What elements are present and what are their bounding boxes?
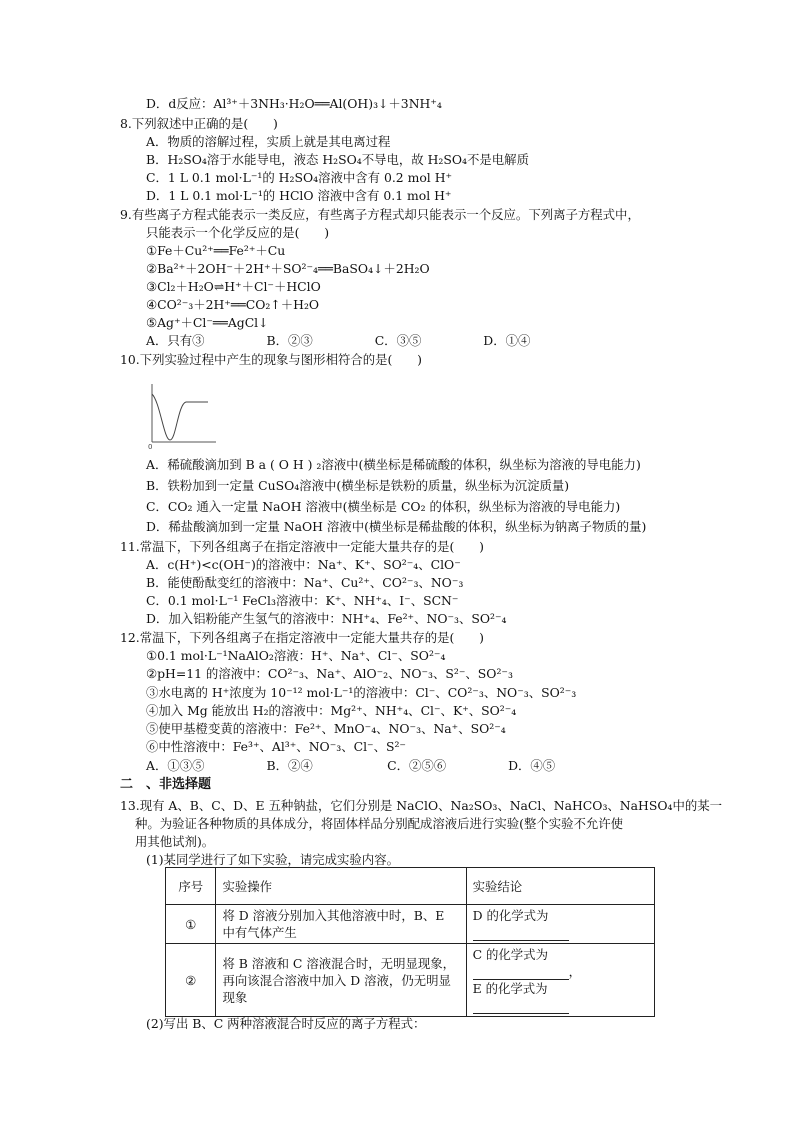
header-operation: 实验操作 [216, 868, 466, 905]
row-operation: 将 B 溶液和 C 溶液混合时，无明显现象，再向该混合溶液中加入 D 溶液，仍无明显现象 [216, 944, 466, 1017]
q10-graph [146, 382, 218, 450]
q10-option-a: A．稀硫酸滴加到 B a ( O H ) ₂溶液中(横坐标是稀硫酸的体积，纵坐标为溶液的导电能力) [146, 457, 641, 472]
q9-eq-4: ④CO²⁻₃＋2H⁺══CO₂↑＋H₂O [146, 297, 320, 312]
q13-part-2: (2)写出 B、C 两种溶液混合时反应的离子方程式： [146, 1016, 426, 1031]
row-operation: 将 D 溶液分别加入其他溶液中时，B、E 中有气体产生 [216, 905, 466, 944]
row-conclusion [466, 905, 654, 944]
answer-blank[interactable] [473, 928, 569, 941]
q12-item-3: ③水电离的 H⁺浓度为 10⁻¹² mol·L⁻¹的溶液中：Cl⁻、CO²⁻₃、NO⁻₃、SO²⁻₃ [146, 685, 577, 700]
q9-eq-2: ②Ba²⁺＋2OH⁻＋2H⁺＋SO²⁻₄══BaSO₄↓＋2H₂O [146, 261, 430, 276]
q11-option-a: A．c(H⁺)<c(OH⁻)的溶液中：Na⁺、K⁺、SO²⁻₄、ClO⁻ [146, 557, 461, 572]
q9-eq-1: ①Fe＋Cu²⁺══Fe²⁺＋Cu [146, 243, 286, 258]
conclusion-label: D 的化学式为 [472, 908, 549, 923]
q12-stem: 12.常温下，下列各组离子在指定溶液中一定能大量共存的是( ) [120, 630, 484, 645]
q11-option-c: C．0.1 mol·L⁻¹ FeCl₃溶液中：K⁺、NH⁺₄、I⁻、SCN⁻ [146, 593, 459, 608]
q11-stem: 11.常温下，下列各组离子在指定溶液中一定能大量共存的是( ) [120, 539, 484, 554]
q12-item-5: ⑤使甲基橙变黄的溶液中：Fe²⁺、MnO⁻₄、NO⁻₃、Na⁺、SO²⁻₄ [146, 721, 506, 736]
answer-blank[interactable] [473, 967, 569, 980]
table-header-row [166, 868, 655, 905]
q12-options: A．①③⑤ B．②④ C．②⑤⑥ D．④⑤ [146, 758, 556, 773]
q12-item-6: ⑥中性溶液中：Fe³⁺、Al³⁺、NO⁻₃、Cl⁻、S²⁻ [146, 739, 406, 754]
q10-option-c: C．CO₂ 通入一定量 NaOH 溶液中(横坐标是 CO₂ 的体积，纵坐标为溶液的导电能力) [146, 499, 621, 514]
row-conclusion: C 的化学式为 ， E 的化学式为 [466, 944, 654, 1017]
q9-stem: 9.有些离子方程式能表示一类反应，有些离子方程式却只能表示一个反应。下列离子方程式中， [120, 207, 640, 222]
q11-option-d: D．加入铝粉能产生氢气的溶液中：NH⁺₄、Fe²⁺、NO⁻₃、SO²⁻₄ [146, 611, 507, 626]
row-no: ① [166, 905, 216, 944]
q8-option-c: C．1 L 0.1 mol·L⁻¹的 H₂SO₄溶液中含有 0.2 mol H⁺ [146, 170, 453, 185]
conclusion-label: E 的化学式为 [472, 981, 548, 996]
q13-stem: 13.现有 A、B、C、D、E 五种钠盐，它们分别是 NaClO、Na₂SO₃、NaCl、NaHCO₃、NaHSO₄中的某一 [120, 798, 723, 813]
q13-stem-cont: 种。为验证各种物质的具体成分，将固体样品分别配成溶液后进行实验(整个实验不允许使 [135, 816, 624, 831]
graph-origin-label: 0 [148, 443, 153, 450]
q12-item-4: ④加入 Mg 能放出 H₂的溶液中：Mg²⁺、NH⁺₄、Cl⁻、K⁺、SO²⁻₄ [146, 703, 517, 718]
graph-curve [152, 394, 208, 440]
q9-stem-cont: 只能表示一个化学反应的是( ) [146, 225, 330, 240]
experiment-table [165, 867, 655, 1017]
header-no: 序号 [166, 868, 216, 905]
q11-option-b: B．能使酚酞变红的溶液中：Na⁺、Cu²⁺、CO²⁻₃、NO⁻₃ [146, 575, 464, 590]
table-row [166, 905, 655, 944]
q10-stem: 10.下列实验过程中产生的现象与图形相符合的是( ) [120, 352, 422, 367]
table-row [166, 944, 655, 1017]
q7-option-d: D．d反应：Al³⁺＋3NH₃·H₂O══Al(OH)₃↓＋3NH⁺₄ [146, 96, 442, 111]
q12-item-2: ②pH=11 的溶液中：CO²⁻₃、Na⁺、AlO⁻₂、NO⁻₃、S²⁻、SO²⁻₃ [146, 666, 513, 681]
q8-option-a: A．物质的溶解过程，实质上就是其电离过程 [146, 134, 391, 149]
header-conclusion: 实验结论 [466, 868, 654, 905]
q9-eq-3: ③Cl₂＋H₂O⇌H⁺＋Cl⁻＋HClO [146, 279, 321, 294]
q10-option-b: B．铁粉加到一定量 CuSO₄溶液中(横坐标是铁粉的质量，纵坐标为沉淀质量) [146, 478, 570, 493]
section-heading: 二 、非选择题 [120, 777, 212, 792]
answer-blank[interactable] [473, 1001, 569, 1014]
q9-eq-5: ⑤Ag⁺＋Cl⁻══AgCl↓ [146, 315, 269, 330]
q8-option-b: B．H₂SO₄溶于水能导电，液态 H₂SO₄不导电，故 H₂SO₄不是电解质 [146, 152, 529, 167]
q9-options: A．只有③ B．②③ C．③⑤ D．①④ [146, 333, 531, 348]
q12-item-1: ①0.1 mol·L⁻¹NaAlO₂溶液：H⁺、Na⁺、Cl⁻、SO²⁻₄ [146, 648, 446, 663]
conclusion-label: C 的化学式为 [472, 947, 548, 962]
q8-stem: 8.下列叙述中正确的是( ) [120, 116, 278, 131]
q13-stem-cont2: 用其他试剂)。 [135, 834, 215, 849]
q10-option-d: D．稀盐酸滴加到一定量 NaOH 溶液中(横坐标是稀盐酸的体积，纵坐标为钠离子物质的量) [146, 519, 647, 534]
q13-part-1: (1)某同学进行了如下实验，请完成实验内容。 [146, 852, 399, 867]
row-no: ② [166, 944, 216, 1017]
q8-option-d: D．1 L 0.1 mol·L⁻¹的 HClO 溶液中含有 0.1 mol H⁺ [146, 188, 452, 203]
